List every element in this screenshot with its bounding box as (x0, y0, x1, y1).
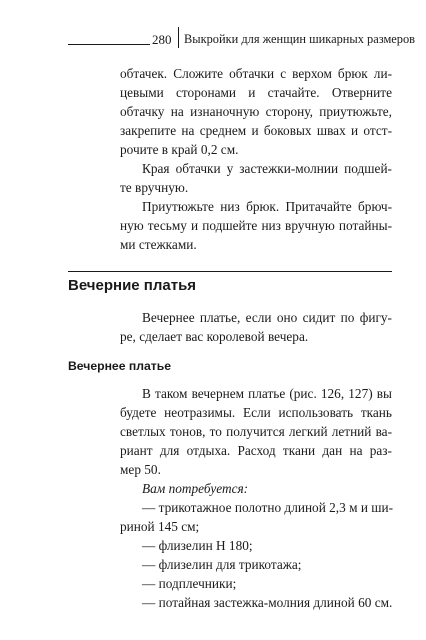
header-rule (68, 44, 150, 45)
intro-paragraph (120, 308, 392, 346)
subsection-heading: Вечернее платье (68, 359, 171, 373)
text-line: Приутюжьте низ брюк. Притачайте брюч- (142, 199, 392, 214)
text-line: закрепите на среднем и боковых швах и отст- (120, 123, 392, 138)
paragraph-3 (120, 197, 392, 254)
list-item: — подплечники; (142, 576, 237, 591)
section-intro (120, 308, 392, 346)
needs-label-line (120, 479, 392, 498)
page-header (68, 24, 416, 48)
paragraph-2 (120, 159, 392, 197)
text-line: обтачку на изнаночную сторону, приутюжьте, (120, 104, 392, 119)
text-line: Вечернее платье, если оно сидит по фигу- (142, 310, 392, 325)
text-line: Края обтачки у застежки-молнии подшей- (142, 161, 392, 176)
header-separator (178, 27, 179, 48)
list-item: — флизелин Н 180; (142, 538, 253, 553)
text-line: рочите в край 0,2 см. (120, 142, 239, 157)
list-item: — флизелин для трикотажа; (142, 557, 302, 572)
text-line: В таком вечернем платье (рис. 126, 127) вы (142, 386, 392, 401)
running-title: Выкройки для женщин шикарных размеров (184, 32, 416, 46)
text-line: ре, сделает вас королевой вечера. (120, 329, 309, 344)
description-paragraph (120, 384, 392, 479)
text-line: те вручную. (120, 180, 189, 195)
section-divider (68, 271, 392, 272)
text-line: светлых тонов, то получится легкий летний ва- (120, 424, 392, 439)
section-heading: Вечерние платья (68, 277, 197, 294)
text-line: ную тесьму и подшейте низ вручную потайны- (120, 218, 392, 233)
paragraph-1 (120, 64, 392, 159)
materials-list (120, 498, 392, 612)
text-line: риант для отдыха. Расход ткани дан на раз- (120, 443, 392, 458)
needs-label: Вам потребуется: (142, 481, 249, 496)
text-line: обтачек. Сложите обтачки с верхом брюк ли- (120, 66, 392, 81)
text-line: ми стежками. (120, 237, 197, 252)
text-line: цевыми сторонами и стачайте. Отверните (120, 85, 392, 100)
subsection-body (120, 384, 392, 612)
top-text-block (120, 64, 392, 254)
text-line: будете неотразимы. Если использовать ткань (120, 405, 392, 420)
list-item: — потайная застежка-молния длиной 60 см. (142, 595, 393, 610)
list-item: риной 145 см; (120, 519, 200, 534)
page-number: 280 (152, 32, 172, 47)
text-line: мер 50. (120, 462, 161, 477)
list-item: — трикотажное полотно длиной 2,3 м и ши- (142, 500, 394, 515)
